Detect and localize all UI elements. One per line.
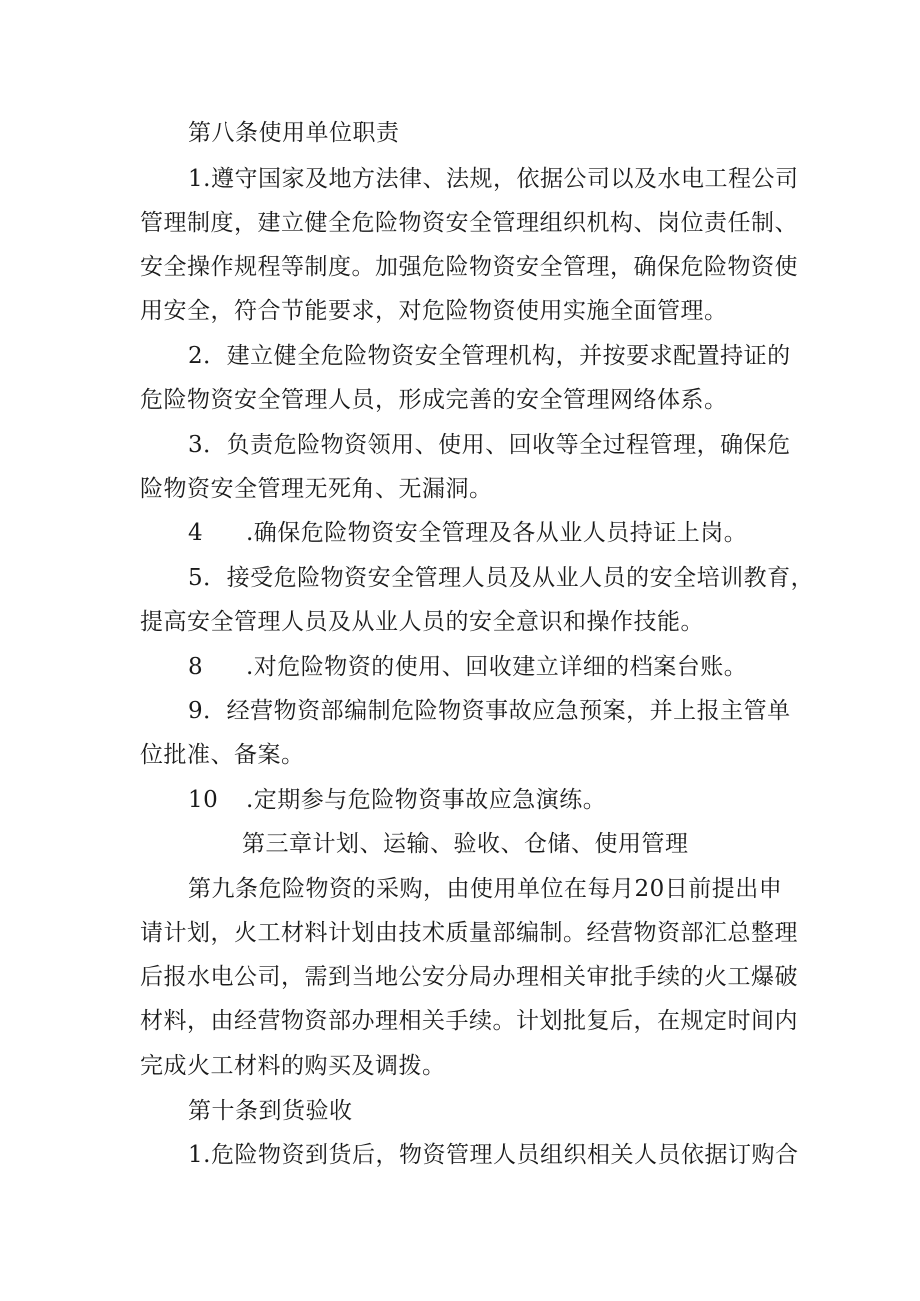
- item-number: 4: [188, 520, 204, 546]
- text-line: 请计划，火工材料计划由技术质量部编制。经营物资部汇总整理: [140, 920, 798, 946]
- text-line: 材料，由经营物资部办理相关手续。计划批复后，在规定时间内: [140, 1008, 798, 1034]
- text-line: 后报水电公司，需到当地公安分局办理相关审批手续的火工爆破: [140, 964, 798, 990]
- text-line: .定期参与危险物资事故应急演练。: [246, 787, 607, 813]
- text-line: .确保危险物资安全管理及各从业人员持证上岗。: [246, 520, 748, 546]
- text-line: 完成火工材料的购买及调拨。: [140, 1053, 446, 1079]
- text-line: 险物资安全管理无死角、无漏洞。: [140, 476, 493, 502]
- item-number: 8: [188, 654, 204, 680]
- text-line: .对危险物资的使用、回收建立详细的档案台账。: [246, 654, 748, 680]
- text-line: 安全操作规程等制度。加强危险物资安全管理，确保危险物资使: [140, 254, 798, 280]
- text-line: 位批准、备案。: [140, 742, 305, 768]
- item-number: 10: [188, 787, 219, 813]
- text-line: 1.遵守国家及地方法律、法规，依据公司以及水电工程公司: [188, 166, 799, 192]
- text-line: 1.危险物资到货后，物资管理人员组织相关人员依据订购合: [188, 1142, 799, 1168]
- text-line: 2．建立健全危险物资安全管理机构，并按要求配置持证的: [188, 343, 791, 369]
- article-8-heading: 第八条使用单位职责: [188, 120, 400, 146]
- text-line: 危险物资安全管理人员，形成完善的安全管理网络体系。: [140, 387, 728, 413]
- text-line: 第九条危险物资的采购，由使用单位在每月20日前提出申: [188, 876, 783, 902]
- text-line: 3．负责危险物资领用、使用、回收等全过程管理，确保危: [188, 432, 791, 458]
- article-10-heading: 第十条到货验收: [188, 1098, 353, 1124]
- text-line: 9．经营物资部编制危险物资事故应急预案，并上报主管单: [188, 698, 791, 724]
- text-line: 管理制度，建立健全危险物资安全管理组织机构、岗位责任制、: [140, 210, 798, 236]
- chapter-3-heading: 第三章计划、运输、验收、仓储、使用管理: [242, 831, 689, 857]
- text-line: 5．接受危险物资安全管理人员及从业人员的安全培训教育，: [188, 565, 815, 591]
- text-line: 提高安全管理人员及从业人员的安全意识和操作技能。: [140, 609, 704, 635]
- text-line: 用安全，符合节能要求，对危险物资使用实施全面管理。: [140, 298, 728, 324]
